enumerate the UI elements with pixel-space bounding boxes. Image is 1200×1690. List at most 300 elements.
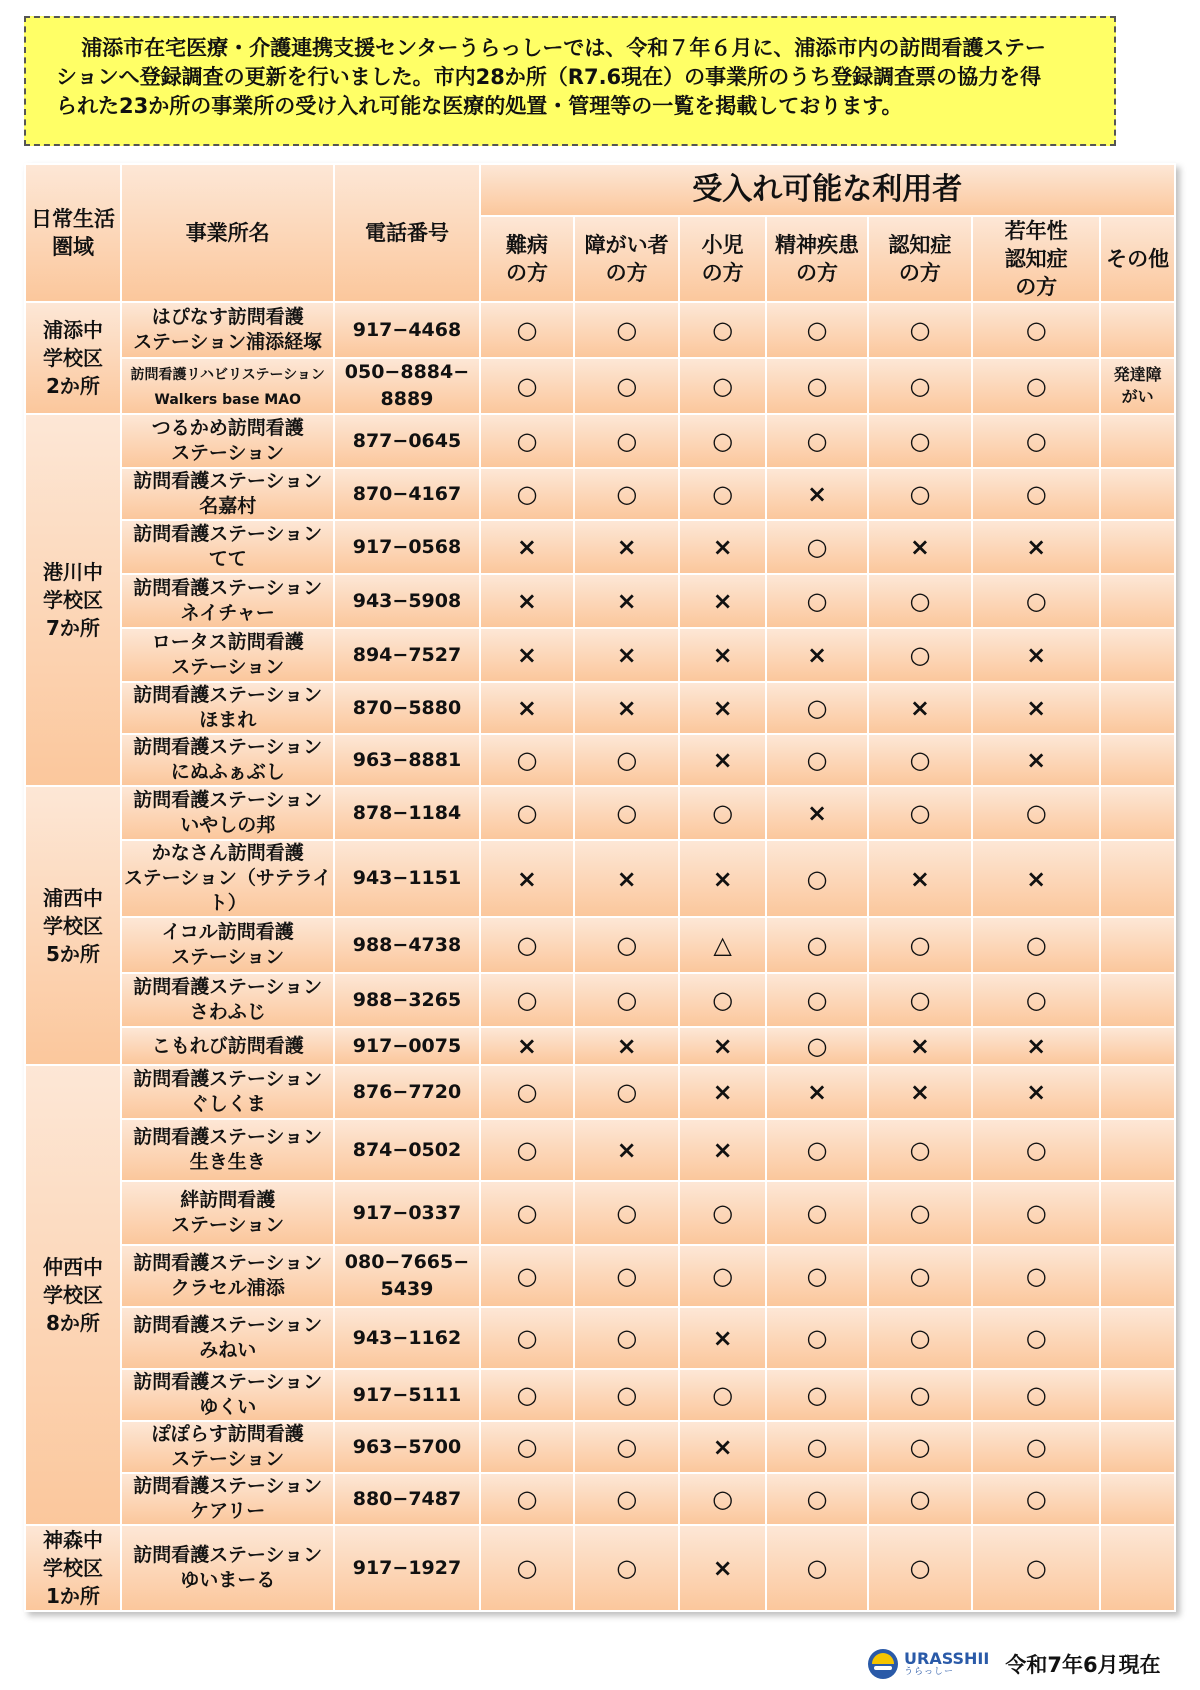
accept-mark: ○: [481, 1120, 574, 1180]
table-row: [26, 1474, 1174, 1524]
accept-mark: ×: [680, 841, 765, 916]
accept-mark: ○: [869, 629, 972, 681]
table-row: [26, 575, 1174, 627]
other-cell: [1101, 974, 1174, 1026]
phone-line1: 943−1162: [352, 1326, 462, 1349]
accept-mark: ○: [575, 359, 678, 413]
other-cell: [1101, 683, 1174, 733]
station-name-line1: 訪問看護ステーション: [133, 976, 323, 998]
accept-mark: ○: [481, 735, 574, 785]
table-row: [26, 1182, 1174, 1244]
accept-mark: ○: [481, 1526, 574, 1610]
header-c7: その他: [1101, 217, 1174, 301]
other-cell: [1101, 1422, 1174, 1472]
accept-mark: ○: [680, 469, 765, 519]
station-name-line1: 訪問看護ステーション: [133, 789, 323, 811]
station-name-line1: イコル訪問看護: [161, 921, 294, 943]
as-of-date: 令和7年6月現在: [1005, 1653, 1161, 1677]
station-name: [122, 735, 333, 785]
phone-line1: 050−8884−: [344, 361, 470, 383]
phone-number: [335, 787, 478, 839]
accept-mark: ○: [869, 359, 972, 413]
accept-mark: ○: [869, 1308, 972, 1368]
station-name-line2: ステーション: [171, 656, 285, 678]
accept-mark: ×: [575, 575, 678, 627]
phone-line1: 917−0075: [352, 1034, 462, 1057]
accept-mark: ×: [680, 683, 765, 733]
area-label: 5か所: [46, 941, 100, 966]
station-name-line2: にぬふぁぶし: [170, 761, 285, 783]
accept-mark: ○: [767, 1370, 866, 1420]
table-row: [26, 841, 1174, 916]
phone-number: [335, 469, 478, 519]
other-cell: [1101, 1370, 1174, 1420]
other-cell: [1101, 1308, 1174, 1368]
accept-mark: ○: [575, 1526, 678, 1610]
phone-line1: 877−0645: [352, 429, 462, 452]
station-name-line1: 訪問看護リハビリステーション: [130, 367, 325, 383]
station-table: [24, 163, 1176, 1612]
accept-mark: ○: [767, 1474, 866, 1524]
table-row: [26, 303, 1174, 357]
accept-mark: ○: [973, 787, 1099, 839]
accept-mark: ○: [973, 1182, 1099, 1244]
station-name: [122, 918, 333, 972]
other-cell: [1101, 1066, 1174, 1118]
accept-mark: ○: [973, 1308, 1099, 1368]
accept-mark: ○: [481, 1370, 574, 1420]
accept-mark: ×: [680, 1120, 765, 1180]
accept-mark: ×: [973, 629, 1099, 681]
accept-mark: ○: [973, 359, 1099, 413]
phone-line1: 874−0502: [352, 1138, 462, 1161]
phone-line1: 080−7665−: [344, 1251, 470, 1273]
phone-line1: 988−3265: [352, 988, 462, 1011]
phone-number: [335, 1474, 478, 1524]
phone-number: [335, 1422, 478, 1472]
accept-mark: ○: [767, 415, 866, 467]
accept-mark: ○: [575, 1066, 678, 1118]
header-accept: 受入れ可能な利用者: [481, 165, 1174, 215]
station-name-line1: 訪問看護ステーション: [133, 684, 323, 706]
station-name-line1: 訪問看護ステーション: [133, 1314, 323, 1336]
accept-mark: ×: [680, 629, 765, 681]
accept-mark: △: [680, 918, 765, 972]
accept-mark: ○: [767, 1308, 866, 1368]
station-name-line1: つるかめ訪問看護: [151, 417, 304, 439]
other-cell: [1101, 521, 1174, 573]
area-label: 仲西中: [42, 1255, 103, 1279]
accept-mark: ○: [767, 1526, 866, 1610]
accept-mark: ○: [680, 1474, 765, 1524]
phone-line1: 988−4738: [352, 933, 462, 956]
station-name: [122, 787, 333, 839]
accept-mark: ○: [680, 1246, 765, 1306]
accept-mark: ○: [767, 575, 866, 627]
phone-number: [335, 415, 478, 467]
phone-line1: 963−8881: [352, 748, 462, 771]
accept-mark: ○: [869, 1422, 972, 1472]
table-row: [26, 359, 1174, 413]
accept-mark: ○: [869, 415, 972, 467]
accept-mark: ○: [481, 469, 574, 519]
accept-mark: ○: [575, 1474, 678, 1524]
accept-mark: ○: [767, 918, 866, 972]
station-name: [122, 1308, 333, 1368]
accept-mark: ○: [481, 918, 574, 972]
table-row: [26, 1120, 1174, 1180]
accept-mark: ○: [481, 303, 574, 357]
accept-mark: ○: [869, 1182, 972, 1244]
station-name: [122, 629, 333, 681]
phone-number: [335, 521, 478, 573]
station-name: [122, 974, 333, 1026]
phone-line1: 917−1927: [352, 1556, 462, 1579]
area-label: 1か所: [46, 1584, 100, 1608]
accept-mark: ×: [575, 629, 678, 681]
accept-mark: ○: [575, 1246, 678, 1306]
accept-mark: ○: [869, 575, 972, 627]
accept-mark: ○: [767, 1246, 866, 1306]
accept-mark: ×: [869, 1066, 972, 1118]
station-name: [122, 1066, 333, 1118]
accept-mark: ○: [767, 1422, 866, 1472]
accept-mark: ×: [575, 683, 678, 733]
footer: [868, 1644, 1161, 1684]
phone-number: [335, 1246, 478, 1306]
accept-mark: ○: [575, 735, 678, 785]
area-label: 港川中: [42, 560, 103, 584]
accept-mark: ○: [575, 787, 678, 839]
area-cell: [26, 1526, 120, 1610]
area-label: 浦西中: [42, 885, 103, 910]
phone-number: [335, 1526, 478, 1610]
phone-line1: 894−7527: [352, 643, 462, 666]
phone-number: [335, 629, 478, 681]
phone-number: [335, 735, 478, 785]
station-name: [122, 1422, 333, 1472]
table-row: [26, 1028, 1174, 1064]
other-line2: がい: [1121, 387, 1154, 406]
accept-mark: ×: [680, 735, 765, 785]
accept-mark: ○: [575, 303, 678, 357]
accept-mark: ×: [869, 1028, 972, 1064]
accept-mark: ○: [481, 1066, 574, 1118]
station-name: [122, 1028, 333, 1064]
accept-mark: ×: [973, 841, 1099, 916]
header-c2: 障がい者 の方: [575, 217, 678, 301]
area-label: 学校区: [42, 913, 103, 938]
accept-mark: ○: [680, 303, 765, 357]
accept-mark: ○: [481, 1422, 574, 1472]
station-name-line2: ケアリー: [190, 1500, 266, 1522]
area-label: 学校区: [42, 346, 103, 370]
header-name: 事業所名: [122, 165, 333, 301]
accept-mark: ○: [481, 359, 574, 413]
other-cell: [1101, 303, 1174, 357]
phone-number: [335, 1182, 478, 1244]
table-row: [26, 1246, 1174, 1306]
accept-mark: ×: [767, 787, 866, 839]
table-row: [26, 1526, 1174, 1610]
accept-mark: ×: [869, 521, 972, 573]
station-name: [122, 1370, 333, 1420]
phone-line1: 876−7720: [352, 1080, 462, 1103]
accept-mark: ○: [869, 1526, 972, 1610]
table-row: [26, 469, 1174, 519]
accept-mark: ○: [575, 974, 678, 1026]
station-name-line2: ネイチャー: [180, 602, 275, 624]
accept-mark: ○: [973, 415, 1099, 467]
phone-line1: 870−4167: [352, 482, 462, 505]
accept-mark: ○: [767, 1182, 866, 1244]
phone-line2: 5439: [380, 1278, 434, 1300]
other-cell: [1101, 469, 1174, 519]
accept-mark: ○: [869, 1474, 972, 1524]
accept-mark: ○: [680, 359, 765, 413]
accept-mark: ○: [767, 683, 866, 733]
other-cell: [1101, 787, 1174, 839]
accept-mark: ×: [869, 683, 972, 733]
station-name-line2: いやしの邦: [180, 814, 276, 836]
accept-mark: ○: [973, 469, 1099, 519]
station-name-line1: 訪問看護ステーション: [133, 1126, 323, 1148]
accept-mark: ×: [973, 735, 1099, 785]
station-name: [122, 415, 333, 467]
station-name-line1: 訪問看護ステーション: [133, 1475, 323, 1497]
station-name: [122, 1526, 333, 1610]
phone-number: [335, 683, 478, 733]
urasshii-logo: [868, 1649, 989, 1679]
accept-mark: ○: [973, 575, 1099, 627]
accept-mark: ×: [680, 1066, 765, 1118]
header-phone: 電話番号: [335, 165, 478, 301]
logo-icon: [868, 1649, 898, 1679]
accept-mark: ×: [767, 469, 866, 519]
station-name: [122, 469, 333, 519]
accept-mark: ×: [575, 841, 678, 916]
accept-mark: ○: [869, 469, 972, 519]
phone-number: [335, 918, 478, 972]
phone-line1: 917−4468: [352, 318, 462, 341]
header-c5: 認知症 の方: [869, 217, 972, 301]
phone-number: [335, 1308, 478, 1368]
accept-mark: ×: [973, 1066, 1099, 1118]
accept-mark: ×: [575, 1028, 678, 1064]
other-cell: [1101, 629, 1174, 681]
other-cell: [1101, 575, 1174, 627]
station-name-line1: ロータス訪問看護: [151, 631, 304, 653]
accept-mark: ×: [767, 629, 866, 681]
accept-mark: ×: [869, 841, 972, 916]
station-name-line1: 訪問看護ステーション: [133, 1544, 323, 1566]
notice-box: [24, 16, 1116, 146]
station-name-line1: 訪問看護ステーション: [133, 523, 323, 545]
header-c6: 若年性 認知症 の方: [973, 217, 1099, 301]
table-row: [26, 974, 1174, 1026]
station-name-line2: ほまれ: [199, 709, 257, 731]
station-name: [122, 575, 333, 627]
accept-mark: ○: [575, 918, 678, 972]
accept-mark: ×: [973, 521, 1099, 573]
station-name-line1: はぴなす訪問看護: [151, 306, 304, 328]
table-row: [26, 1308, 1174, 1368]
station-name-line2: ぐしくま: [189, 1093, 266, 1115]
accept-mark: ×: [481, 521, 574, 573]
accept-mark: ○: [680, 787, 765, 839]
accept-mark: ×: [973, 1028, 1099, 1064]
accept-mark: ○: [973, 1422, 1099, 1472]
other-cell: [1101, 841, 1174, 916]
table-row: [26, 683, 1174, 733]
station-name-line2: ステーション（サテライト）: [124, 867, 332, 914]
accept-mark: ○: [680, 1182, 765, 1244]
other-cell: [1101, 1526, 1174, 1610]
station-name: [122, 303, 333, 357]
area-label: 浦添中: [42, 318, 103, 342]
station-name-line2: みねい: [199, 1339, 257, 1361]
phone-number: [335, 1066, 478, 1118]
table-row: [26, 735, 1174, 785]
station-name-line2: てて: [208, 548, 247, 570]
accept-mark: ○: [767, 735, 866, 785]
station-name-line1: こもれび訪問看護: [151, 1034, 304, 1057]
other-cell: [1101, 1182, 1174, 1244]
accept-mark: ○: [767, 974, 866, 1026]
station-name-line2: クラセル浦添: [170, 1277, 285, 1299]
station-name: [122, 521, 333, 573]
station-name-line1: 絆訪問看護: [180, 1189, 276, 1211]
station-name-line2: ステーション浦添経塚: [133, 331, 323, 353]
accept-mark: ○: [481, 974, 574, 1026]
station-name-line2: ゆいまーる: [180, 1569, 276, 1591]
accept-mark: ○: [869, 735, 972, 785]
accept-mark: ×: [481, 575, 574, 627]
phone-line1: 880−7487: [352, 1487, 462, 1510]
station-name-line2: ステーション: [171, 946, 285, 968]
other-line1: 発達障: [1113, 365, 1162, 384]
other-cell: [1101, 1028, 1174, 1064]
station-name-line2: ステーション: [171, 442, 285, 464]
accept-mark: ○: [481, 1308, 574, 1368]
area-cell: [26, 787, 120, 1064]
accept-mark: ○: [481, 1474, 574, 1524]
accept-mark: ○: [869, 1246, 972, 1306]
accept-mark: ○: [869, 918, 972, 972]
phone-line1: 878−1184: [352, 801, 462, 824]
accept-mark: ×: [481, 629, 574, 681]
phone-line1: 943−1151: [352, 867, 462, 889]
table-row: [26, 1370, 1174, 1420]
header-c4: 精神疾患 の方: [767, 217, 866, 301]
accept-mark: ○: [973, 974, 1099, 1026]
accept-mark: ○: [680, 415, 765, 467]
phone-line1: 917−0337: [352, 1201, 462, 1224]
header-area: 日常生活 圏域: [26, 165, 120, 301]
other-cell: [1101, 1120, 1174, 1180]
accept-mark: ○: [575, 1308, 678, 1368]
notice-line-1: 浦添市在宅医療・介護連携支援センターうらっしーでは、令和７年６月に、浦添市内の訪問看護ステー: [81, 36, 1046, 60]
accept-mark: ○: [575, 415, 678, 467]
station-name-line2: 名嘉村: [199, 495, 257, 517]
phone-number: [335, 841, 478, 916]
station-name-line2: Walkers base MAO: [154, 392, 301, 408]
accept-mark: ○: [680, 974, 765, 1026]
accept-mark: ×: [767, 1066, 866, 1118]
accept-mark: ○: [973, 1370, 1099, 1420]
station-name-line1: かなさん訪問看護: [151, 842, 304, 864]
station-name-line1: 訪問看護ステーション: [133, 736, 323, 758]
station-name-line2: ステーション: [171, 1214, 285, 1236]
area-cell: [26, 1066, 120, 1524]
station-name-line2: さわふじ: [189, 1001, 266, 1023]
phone-number: [335, 359, 478, 413]
accept-mark: ○: [869, 1120, 972, 1180]
other-cell: [1101, 1474, 1174, 1524]
station-name: [122, 359, 333, 413]
phone-number: [335, 1120, 478, 1180]
table-row: [26, 1066, 1174, 1118]
table-row: [26, 521, 1174, 573]
accept-mark: ○: [575, 1370, 678, 1420]
accept-mark: ○: [575, 1422, 678, 1472]
other-cell: [1101, 415, 1174, 467]
area-label: 学校区: [42, 1283, 103, 1307]
accept-mark: ○: [973, 1246, 1099, 1306]
other-cell: [1101, 735, 1174, 785]
accept-mark: ○: [973, 1474, 1099, 1524]
phone-line1: 917−5111: [352, 1383, 462, 1406]
area-cell: [26, 303, 120, 413]
station-name: [122, 683, 333, 733]
station-name: [122, 1120, 333, 1180]
accept-mark: ○: [973, 1120, 1099, 1180]
accept-mark: ○: [767, 521, 866, 573]
station-name-line1: 訪問看護ステーション: [133, 1371, 323, 1393]
phone-line1: 963−5700: [352, 1435, 462, 1458]
accept-mark: ×: [680, 575, 765, 627]
phone-line2: 8889: [380, 388, 434, 410]
phone-number: [335, 1370, 478, 1420]
table-row: [26, 1422, 1174, 1472]
area-label: 学校区: [42, 1556, 103, 1580]
accept-mark: ×: [575, 521, 678, 573]
station-name-line1: 訪問看護ステーション: [133, 1252, 323, 1274]
accept-mark: ○: [575, 1182, 678, 1244]
station-name-line1: 訪問看護ステーション: [133, 470, 323, 492]
area-cell: [26, 415, 120, 785]
station-name-line1: 訪問看護ステーション: [133, 1068, 323, 1090]
accept-mark: ○: [973, 1526, 1099, 1610]
phone-number: [335, 303, 478, 357]
area-label: 学校区: [42, 588, 103, 612]
accept-mark: ○: [869, 303, 972, 357]
station-name-line2: ゆくい: [199, 1396, 257, 1418]
phone-number: [335, 1028, 478, 1064]
area-label: 神森中: [42, 1528, 103, 1552]
table-row: [26, 415, 1174, 467]
accept-mark: ×: [481, 841, 574, 916]
phone-number: [335, 974, 478, 1026]
accept-mark: ○: [869, 787, 972, 839]
accept-mark: ○: [680, 1370, 765, 1420]
other-cell: [1101, 1246, 1174, 1306]
accept-mark: ○: [767, 359, 866, 413]
header-c1: 難病 の方: [481, 217, 574, 301]
station-name: [122, 1246, 333, 1306]
table-row: [26, 629, 1174, 681]
table-row: [26, 918, 1174, 972]
